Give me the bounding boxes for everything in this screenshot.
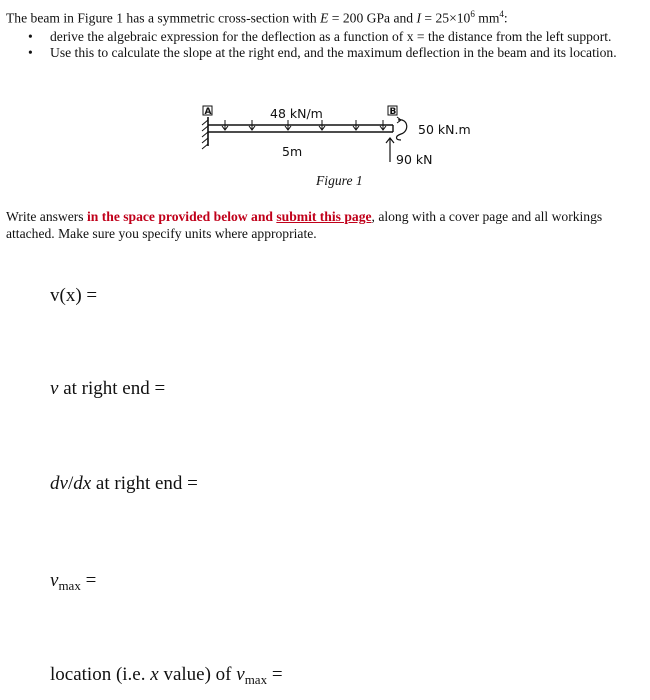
support-a-label: A — [204, 107, 212, 117]
answer-slope-right-end: dv/dx at right end = — [50, 473, 198, 494]
intro-sentence: The beam in Figure 1 has a symmetric cross-section with E = 200 GPa and $I = 25\times 10^6$ $mm^4$: — [6, 9, 508, 26]
point-load-label: 90 kN — [396, 152, 433, 167]
answer-max-deflection: $v_{max}$ = — [50, 570, 97, 593]
moment-label: 50 kN.m — [418, 122, 471, 137]
task-list — [6, 29, 644, 61]
instructions: Write answers in the space provided below and submit this page, along with a cover page and all workings attached. Make sure you specify units where appropriate. — [6, 209, 603, 241]
figure-caption: Figure 1 — [316, 173, 363, 188]
answer-deflection-function: v(x) = — [50, 285, 98, 306]
submit-this-page-link: submit this page — [276, 209, 372, 224]
task-item: • derive the algebraic expression for the deflection as a function of x = the distance from the left support. — [28, 28, 612, 44]
distributed-load-label: 48 kN/m — [270, 106, 323, 121]
problem-statement — [6, 6, 644, 61]
support-b-label: B — [389, 107, 397, 117]
answer-deflection-right-end: v at right end = — [50, 378, 166, 399]
task-item: • Use this to calculate the slope at the right end, and the maximum deflection in the beam and its location. — [28, 44, 617, 60]
answer-max-deflection-location: location (i.e. x value) of $v_{max}$ = — [50, 664, 283, 687]
span-label: 5m — [282, 144, 303, 159]
